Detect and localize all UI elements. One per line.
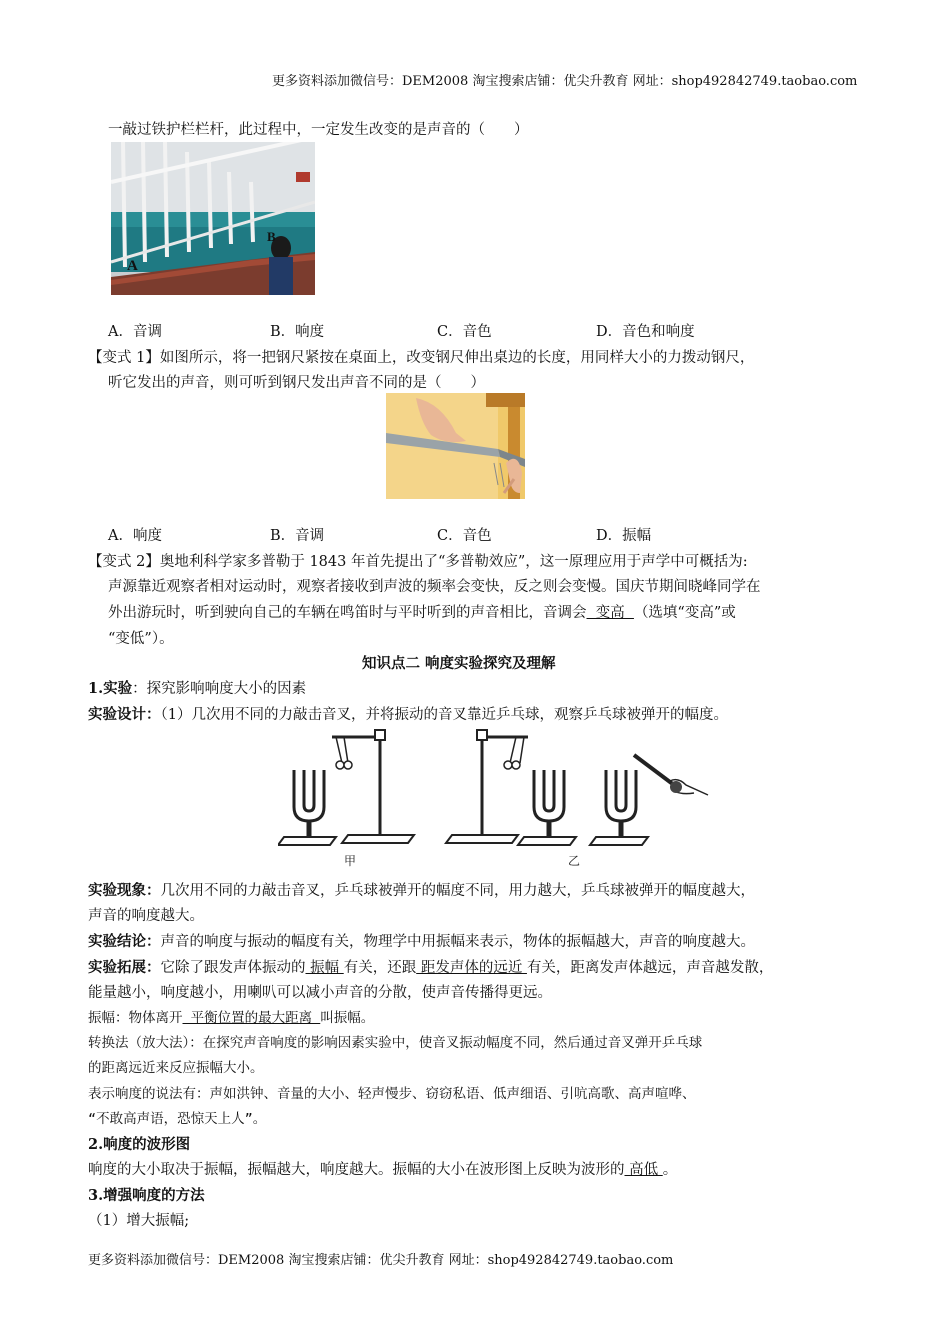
variant1-option-a[interactable]: A．响度 — [108, 528, 162, 544]
phenomenon-text: 几次用不同的力敲击音叉，乒乓球被弹开的幅度不同，用力越大，乒乓球被弹开的幅度越大， — [160, 883, 755, 899]
extension-post: 有关，距离发声体越远，声音越发散， — [526, 960, 774, 976]
extension-line2: 能量越小，响度越小，用喇叭可以减小声音的分散，使声音传播得更远。 — [88, 985, 552, 1001]
conversion-line2: 的距离远近来反应振幅大小。 — [88, 1060, 264, 1076]
conclusion-label: 实验结论： — [88, 933, 161, 950]
design-label: 实验设计： — [88, 706, 161, 723]
amplitude-blank[interactable]: 平衡位置的最大距离 — [182, 1010, 321, 1026]
conversion-line1: 转换法（放大法）：在探究声音响度的影响因素实验中，使音叉振动幅度不同，然后通过音叉弹开乒乓球 — [88, 1035, 703, 1051]
variant2-line4: “变低”）。 — [108, 631, 174, 647]
extension-blank-amplitude[interactable]: 振幅 — [305, 960, 344, 976]
variant2-line2: 声源靠近观察者相对运动时，观察者接收到声波的频率会变快，反之则会变慢。国庆节期间晓峰同学在 — [108, 579, 761, 595]
waveform-text — [88, 1158, 677, 1179]
photo-label-a: A — [127, 258, 138, 274]
sayings-line1: 表示响度的说法有：声如洪钟、音量的大小、轻声慢步、窃窃私语、低声细语、引吭高歌、高声喧哗、 — [88, 1086, 696, 1102]
option-b[interactable]: B．响度 — [270, 324, 325, 340]
conclusion-line — [88, 930, 755, 951]
extension-mid: 有关，还跟 — [343, 960, 417, 976]
variant2-line3-pre: 外出游玩时，听到驶向自己的车辆在鸣笛时与平时听到的声音相比，音调会 — [108, 605, 587, 621]
staircase-photo — [111, 142, 315, 295]
variant1-line2: 听它发出的声音，则可听到钢尺发出声音不同的是（ ） — [108, 375, 485, 391]
variant2-answer[interactable]: 变高 — [586, 605, 634, 621]
option-c[interactable]: C．音色 — [437, 324, 492, 340]
extension-blank-distance[interactable]: 距发声体的远近 — [416, 960, 527, 976]
conclusion-text: 声音的响度与振动的幅度有关，物理学中用振幅来表示，物体的振幅越大，声音的响度越大。 — [160, 934, 755, 950]
variant2-line3-post: （选填“变高”或 — [633, 605, 736, 621]
waveform-pre: 响度的大小取决于振幅，振幅越大，响度越大。振幅的大小在波形图上反映为波形的 — [88, 1162, 625, 1178]
section-title: 知识点二 响度实验探究及理解 — [362, 655, 556, 672]
design-line — [88, 703, 728, 724]
experiment-text: ：探究影响响度大小的因素 — [132, 681, 307, 697]
sign — [296, 172, 310, 182]
phenomenon-line2: 声音的响度越大。 — [88, 908, 204, 924]
variant1-option-b[interactable]: B．音调 — [270, 528, 325, 544]
phenomenon-label: 实验现象： — [88, 882, 161, 899]
variant1-option-c[interactable]: C．音色 — [437, 528, 492, 544]
page-header: 更多资料添加微信号：DEM2008 淘宝搜索店铺：优尖升教育 网址：shop492842749.taobao.com — [272, 74, 858, 89]
option-a[interactable]: A．音调 — [108, 324, 162, 340]
enhance-item-1: （1）增大振幅; — [88, 1213, 190, 1229]
page-footer: 更多资料添加微信号：DEM2008 淘宝搜索店铺：优尖升教育 网址：shop492842749.taobao.com — [88, 1253, 674, 1268]
waveform-title: 2.响度的波形图 — [88, 1136, 191, 1153]
sayings-line2: “不敢高声语，恐惊天上人”。 — [88, 1111, 267, 1127]
extension-label: 实验拓展： — [88, 959, 161, 976]
variant2-line3 — [108, 601, 736, 622]
enhance-title: 3.增强响度的方法 — [88, 1187, 205, 1204]
ruler-photo — [386, 393, 525, 499]
figure-label-jia: 甲 — [344, 854, 357, 868]
photo-label-b: B — [267, 229, 276, 244]
waveform-post: 。 — [662, 1162, 678, 1178]
variant2-line1: 【变式 2】奥地利科学家多普勒于 1843 年首先提出了“多普勒效应”，这一原理应用于声学中可概括为: — [88, 554, 748, 570]
option-d[interactable]: D．音色和响度 — [596, 324, 695, 340]
tuning-fork-figure — [278, 725, 710, 870]
amplitude-definition — [88, 1006, 374, 1026]
extension-line1 — [88, 956, 773, 977]
design-text: （1）几次用不同的力敲击音叉，并将振动的音叉靠近乒乓球，观察乒乓球被弹开的幅度。 — [160, 707, 728, 723]
phenomenon-line1 — [88, 879, 755, 900]
variant1-option-d[interactable]: D．振幅 — [596, 528, 652, 544]
amplitude-post: 叫振幅。 — [320, 1010, 375, 1026]
experiment-line — [88, 677, 306, 698]
amplitude-pre: 振幅：物体离开 — [88, 1010, 183, 1026]
waveform-blank[interactable]: 高低 — [624, 1162, 663, 1178]
question-stem: 一敲过铁护栏栏杆，此过程中，一定发生改变的是声音的（ ） — [108, 122, 529, 138]
experiment-label: 1.实验 — [88, 680, 133, 697]
variant1-line1: 【变式 1】如图所示，将一把钢尺紧按在桌面上，改变钢尺伸出桌边的长度，用同样大小的力拨动钢尺， — [88, 350, 755, 366]
extension-pre: 它除了跟发声体振动的 — [160, 960, 306, 976]
figure-label-yi: 乙 — [568, 854, 581, 868]
